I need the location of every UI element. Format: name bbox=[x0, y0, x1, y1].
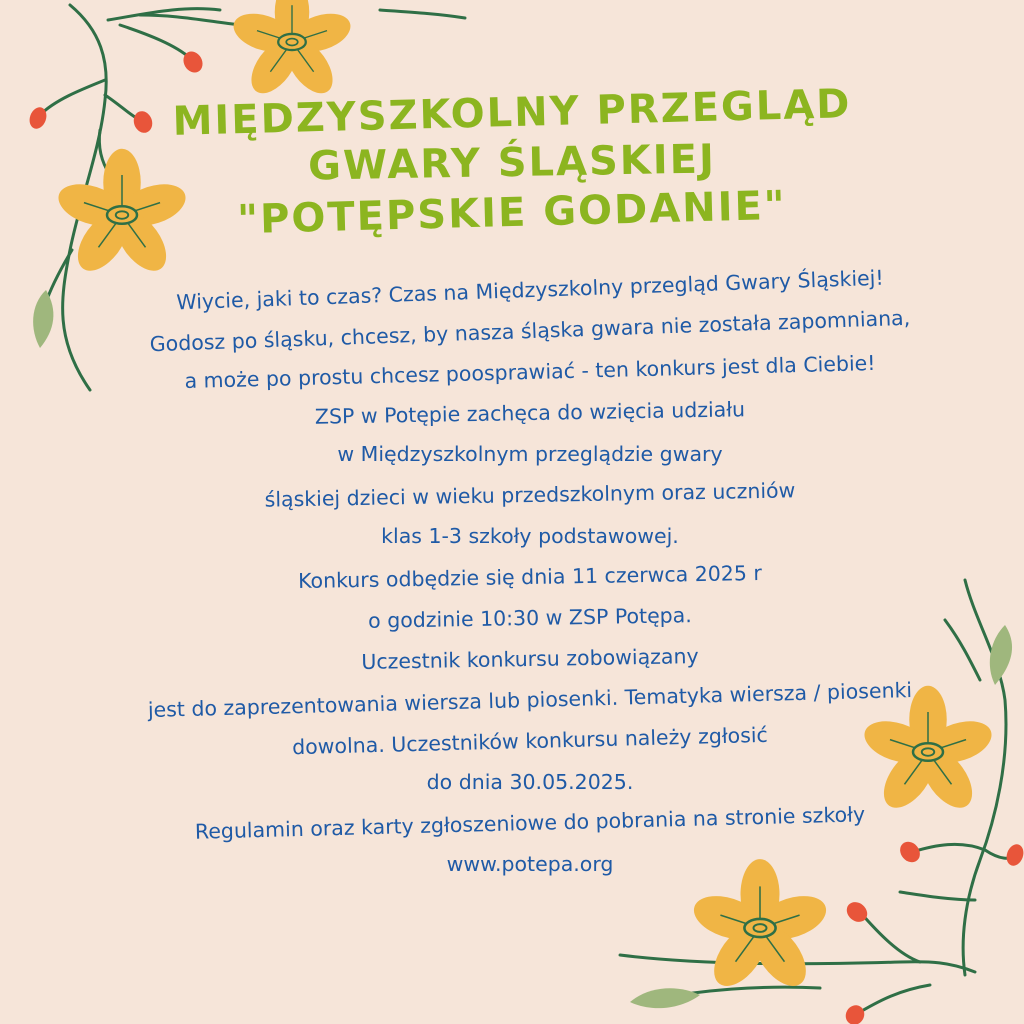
title-line-3: "POTĘPSKIE GODANIE" bbox=[236, 182, 788, 244]
title-line-1: MIĘDZYSZKOLNY PRZEGLĄD bbox=[172, 81, 852, 145]
text-line-3: a może po prostu chcesz poosprawiać - ten konkurs jest dla Ciebie! bbox=[184, 350, 876, 394]
text-line-12: dowolna. Uczestników konkursu należy zgłosić bbox=[291, 722, 769, 760]
website-link[interactable]: www.potepa.org bbox=[446, 852, 614, 876]
text-line-4: ZSP w Potępie zachęca do wzięcia udziału bbox=[314, 397, 746, 429]
text-line-1: Wiycie, jaki to czas? Czas na Międzyszkolny przegląd Gwary Śląskiej! bbox=[175, 265, 884, 315]
text-line-8: Konkurs odbędzie się dnia 11 czerwca 2025 r bbox=[297, 560, 763, 594]
title-line-2: GWARY ŚLĄSKIEJ bbox=[307, 136, 717, 190]
text-line-10: Uczestnik konkursu zobowiązany bbox=[361, 644, 699, 674]
text-line-13: do dnia 30.05.2025. bbox=[426, 770, 634, 794]
text-line-6: śląskiej dzieci w wieku przedszkolnym oraz uczniów bbox=[264, 478, 796, 512]
page-title bbox=[0, 81, 1024, 244]
announcement-text bbox=[70, 265, 990, 885]
text-line-11: jest do zaprezentowania wiersza lub piosenki. Tematyka wiersza / piosenki bbox=[147, 677, 913, 723]
text-line-2: Godosz po śląsku, chcesz, by nasza śląska gwara nie została zapomniana, bbox=[149, 305, 911, 357]
leaf-icon bbox=[33, 290, 53, 348]
text-line-7: klas 1-3 szkoły podstawowej. bbox=[381, 524, 679, 548]
text-line-5: w Międzyszkolnym przeglądzie gwary bbox=[337, 442, 723, 466]
text-line-9: o godzinie 10:30 w ZSP Potępa. bbox=[367, 603, 692, 633]
text-line-14: Regulamin oraz karty zgłoszeniowe do pobrania na stronie szkoły bbox=[194, 802, 866, 844]
